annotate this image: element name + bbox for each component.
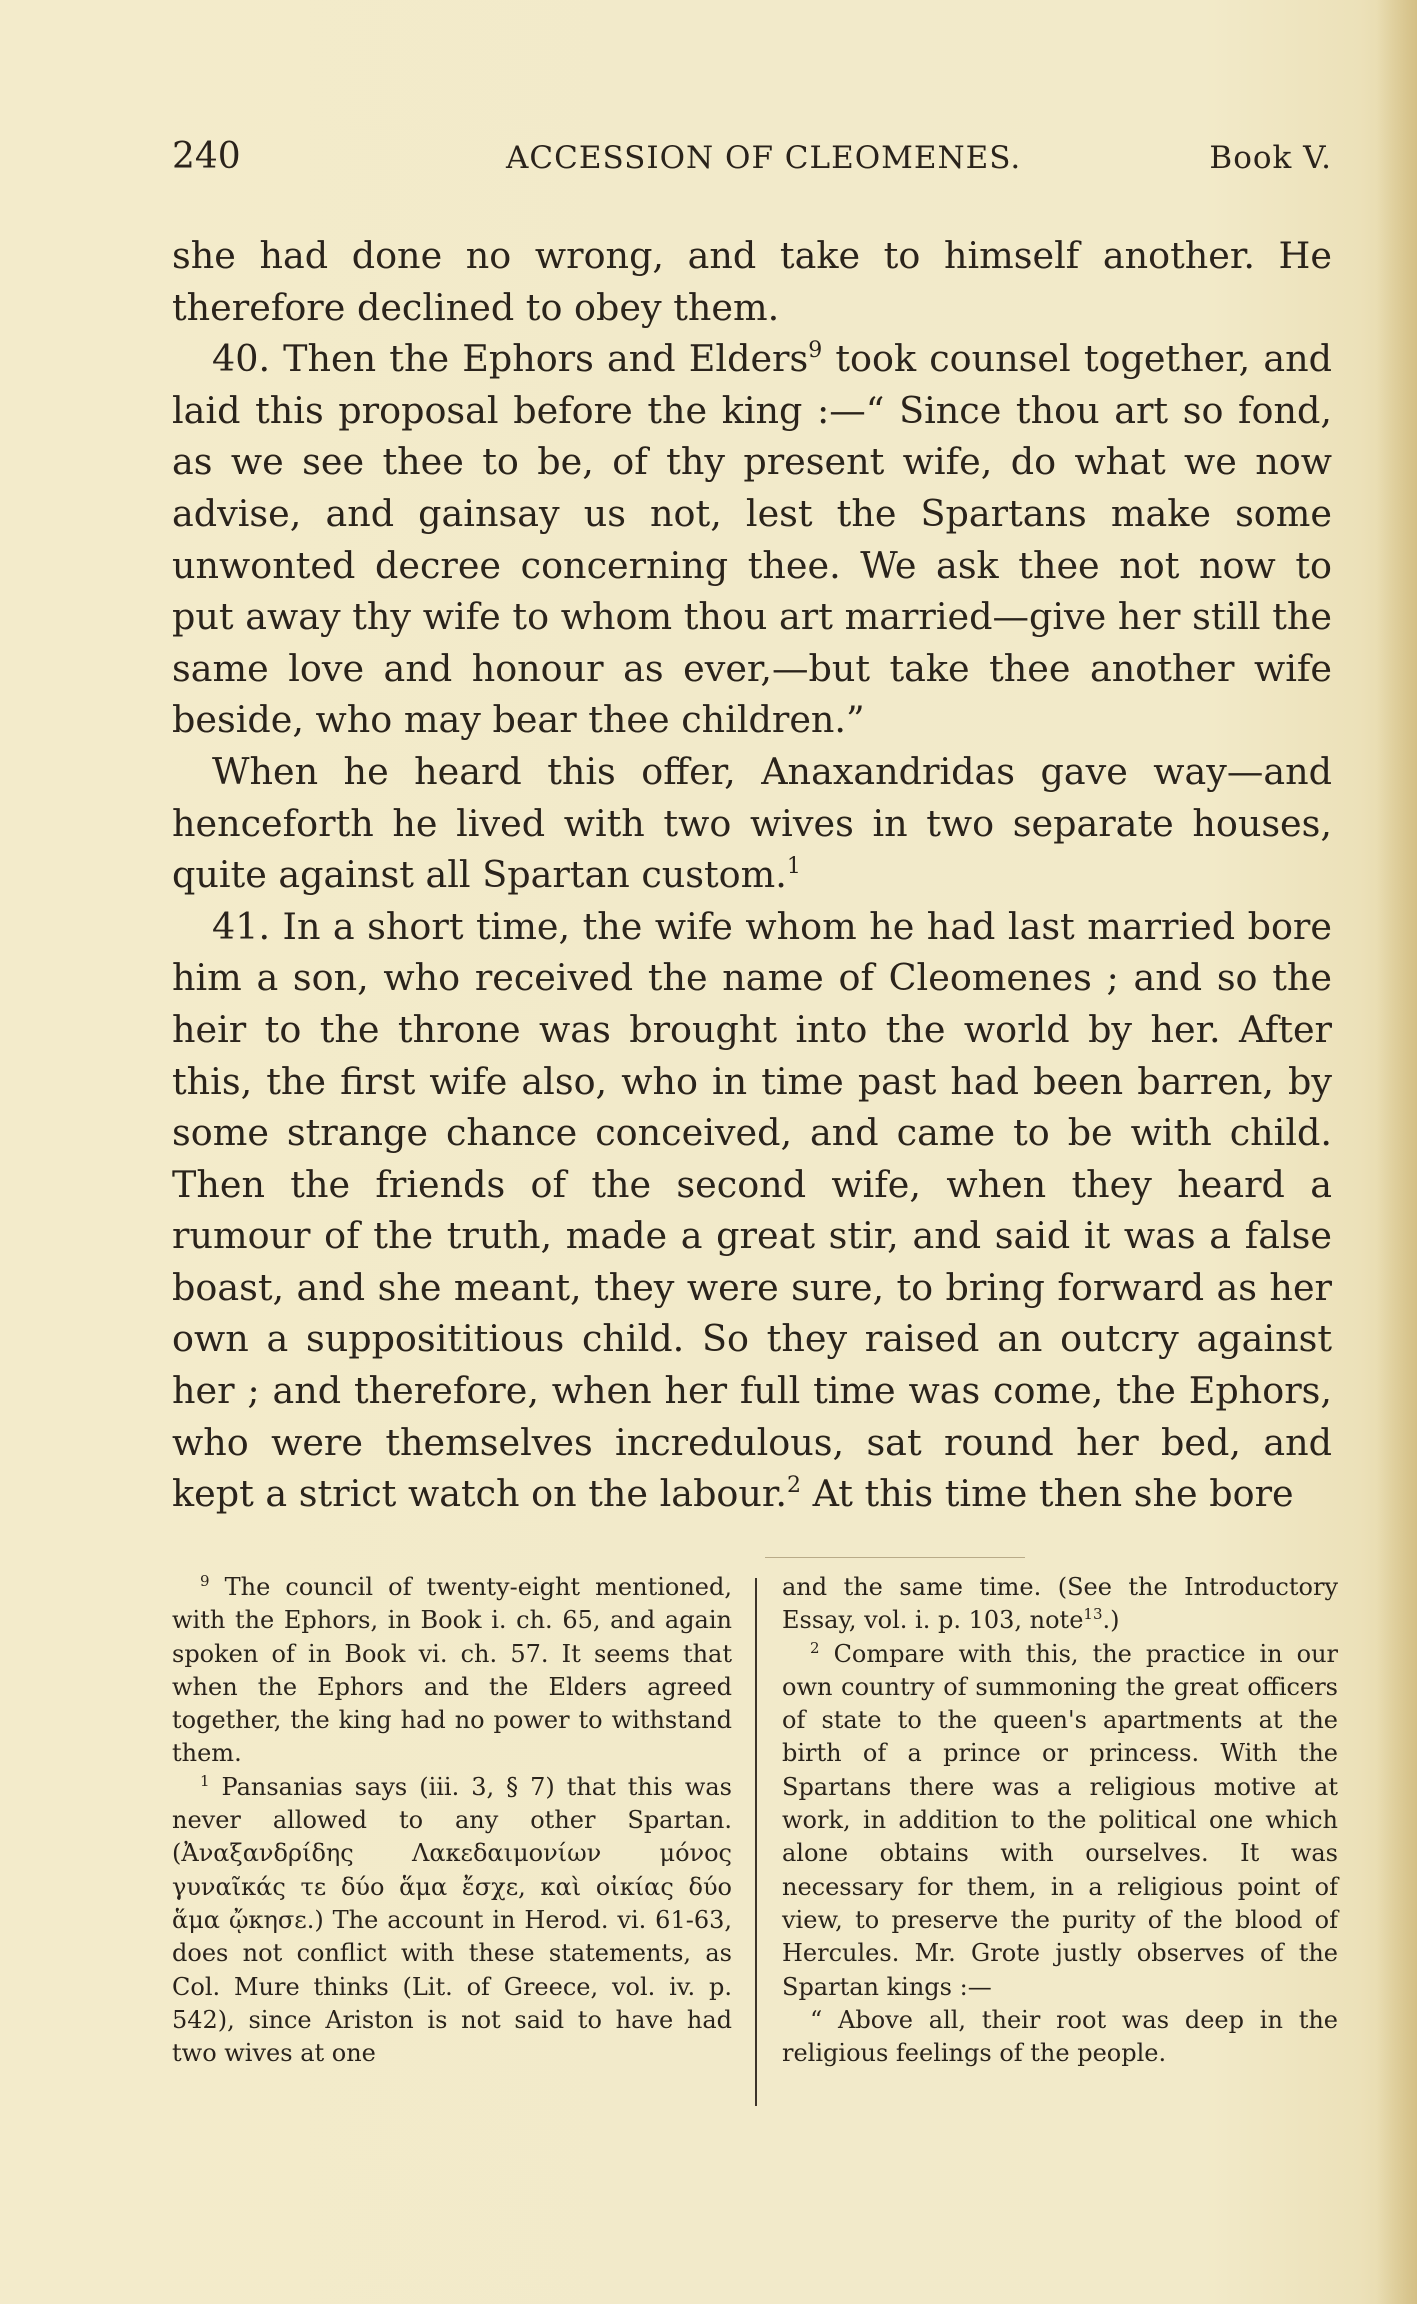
running-header <box>172 136 1332 186</box>
footnotes-right-column <box>782 1571 1338 2070</box>
paragraph: she had done no wrong, and take to himself another. He therefore declined to obey them. <box>172 234 1332 329</box>
page-number: 240 <box>172 136 241 177</box>
footnote-text: .) <box>1102 1606 1120 1635</box>
footnote-quote: “ Above all, their root was deep in the religious feelings of the people. <box>782 2005 1338 2068</box>
footnote-ref-9: 9 <box>808 338 823 364</box>
paragraph-41 <box>172 901 1332 1520</box>
paragraph-text: At this time then she bore <box>800 1472 1294 1516</box>
running-title: ACCESSION OF CLEOMENES. <box>506 140 1022 176</box>
paragraph-40 <box>172 333 1332 746</box>
book-label: Book V. <box>1209 140 1332 176</box>
footnote-column-divider <box>755 1578 757 2106</box>
footnote-rule <box>765 1557 1025 1558</box>
page-edge-shadow <box>1377 0 1417 2304</box>
footnote-continuation <box>782 1571 1338 1638</box>
footnote-text: Pansanias says (iii. 3, § 7) that this was never allowed to any other Spartan. (Ἀναξανδρίδης Λακεδαιμονίων μόνος γυναῖκάς τε δύο ἅμα ἔσχε, καὶ οἰκίας δύο ἅμα ᾤκησε.) The account in Herod. vi. 61-63, does not conflict with these statements, as Col. Mure thinks (Lit. of Greece, vol. iv. p. 542), since Ariston is not said to have had two wives at one <box>172 1772 732 2068</box>
footnote-9 <box>172 1571 732 1771</box>
paragraph <box>172 746 1332 901</box>
paragraph-text: 40. Then the Ephors and Elders <box>212 337 809 381</box>
footnote-1 <box>172 1771 732 2071</box>
footnote-text: The council of twenty-eight mentioned, with the Ephors, in Book i. ch. 65, and again spoken of in Book vi. ch. 57. It seems that when the Ephors and the Elders agreed together, the king had no power to withstand them. <box>172 1573 732 1768</box>
footnote-text: and the same time. (See the Introductory Essay, vol. i. p. 103, note <box>782 1573 1338 1635</box>
paragraph-text: 41. In a short time, the wife whom he had last married bore him a son, who received the name of Cleomenes ; and so the heir to the throne was brought into the world by her. After this, the first wife also, who in time past had been barren, by some strange chance conceived, and came to be with child. Then the friends of the second wife, when they heard a rumour of the truth, made a great stir, and said it was a false boast, and she meant, they were sure, to bring forward as her own a supposititious child. So they raised an outcry against her ; and therefore, when her full time was come, the Ephors, who were themselves incredulous, sat round her bed, and kept a strict watch on the labour. <box>172 904 1332 1516</box>
paragraph-text: When he heard this offer, Anaxandridas gave way—and henceforth he lived with two wives in two separate houses, quite against all Spartan custom. <box>172 749 1332 897</box>
footnotes-left-column <box>172 1571 732 2070</box>
footnote-text: Compare with this, the practice in our own country of summoning the great officers of state to the queen's apartments at the birth of a prince or princess. With the Spartans there was a religious motive at work, in addition to the political one which alone obtains with ourselves. It was necessary for them, in a religious point of view, to preserve the purity of the blood of Hercules. Mr. Grote justly observes of the Spartan kings :— <box>782 1639 1338 2001</box>
footnote-ref-2: 2 <box>786 1473 801 1499</box>
footnote-marker: 1 <box>200 1771 210 1790</box>
paragraph-text: took counsel together, and laid this proposal before the king :—“ Since thou art so fond, as we see thee to be, of thy present wife, do what we now advise, and gainsay us not, lest the Spartans make some unwonted decree concerning thee. We ask thee not now to put away thy wife to whom thou art married—give her still the same love and honour as ever,—but take thee another wife beside, who may bear thee children.” <box>172 337 1333 742</box>
main-text <box>172 230 1332 1520</box>
footnote-marker: 13 <box>1083 1605 1103 1624</box>
footnote-marker: 2 <box>810 1638 820 1657</box>
footnote-marker: 9 <box>200 1572 210 1590</box>
footnote-2 <box>782 1638 1338 2004</box>
footnote-ref-1: 1 <box>786 854 801 880</box>
